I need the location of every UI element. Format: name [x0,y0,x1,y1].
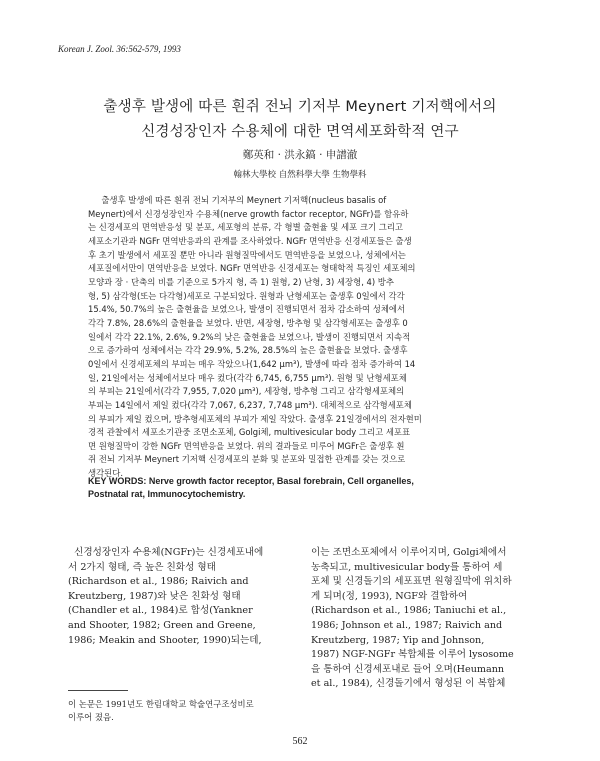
keywords: KEY WORDS: Nerve growth factor receptor, Basal forebrain, Cell organelles, Postnatal rat, Immunocytochemistry. [88,476,414,499]
title-line-1: 출생후 발생에 따른 흰쥐 전뇌 기저부 Meynert 기저핵에서의 [103,99,497,115]
page-number: 562 [292,736,308,747]
footnote-rule [68,690,128,691]
body-column-left: 신경성장인자 수용체(NGFr)는 신경세포내에 서 2가지 형태, 즉 높은 친화성 형태 (Richardson et al., 1986; Raivich and Kreutzberg, 1987)와 낮은 친화성 형태 (Chandler et al., 1984)로 합성(Yankner and Shooter, 1982; Green and Greene, 1986; Meakin and Shooter, 1990)되는데, [68,547,264,646]
affiliation: 翰林大學校 自然科學大學 生物學科 [233,170,367,180]
footnote: 이 논문은 1991년도 한림대학교 학술연구조성비로 이루어 졌음. [68,699,254,722]
body-column-right: 이는 조면소포체에서 이루어지며, Golgi체에서 농축되고, multivesicular body를 통하여 세 포체 및 신경돌기의 세포표면 원형질막에 위치하 게 되며(정, 1993), NGF와 결합하여 (Richardson et al., 1986; Taniuchi et al., 1986; Johnson et al., 1987; Raivich and Kreutzberg, 1987; Yip and Johnson, 1987) NGF-NGFr 복합체를 이루어 lysosome 을 통하여 신경세포내로 들어 오며(Heumann et al., 1984), 신경돌기에서 형성된 이 복합체 [311,547,514,690]
abstract: 출생후 발생에 따른 흰쥐 전뇌 기저부의 Meynert 기저핵(nucleus basalis of Meynert)에서 신경성장인자 수용체(nerve growth factor receptor, NGFr)를 함유하 는 신경세포의 면역반응성 및 분포, 세포형의 분류, 각 형별 출현율 및 세포 크기 그리고 세포소기관과 NGFr 면역반응과의 관계를 조사하였다. NGFr 면역반응 신경세포들은 출생 후 초기 발생에서 세포질 뿐만 아니라 원형질막에서도 면역반응을 보였으나, 성체에서는 세포질에서만이 면역반응을 보였다. NGFr 면역반응 신경세포는 형태학적 특징인 세포체의 모양과 장 · 단축의 비를 기준으로 5가지 형, 즉 1) 원형, 2) 난형, 3) 세장형, 4) 방추 형, 5) 삼각형(또는 다각형)세포로 구분되었다. 원형과 난형세포는 출생후 0일에서 각각 15.4%, 50.7%의 높은 출현율을 보였으나, 발생이 진행되면서 점차 감소하여 성체에서 각각 7.8%, 28.6%의 출현율을 보였다. 반면, 세장형, 방추형 및 삼각형세포는 출생후 0 일에서 각각 22.1%, 2.6%, 9.2%의 낮은 출현율을 보였으나, 발생이 진행되면서 지속적 으로 증가하여 성체에서는 각각 29.9%, 5.2%, 28.5%의 높은 출현율을 보였다. 출생후 0일에서 신경세포체의 부피는 매우 작았으나(1,642 μm³), 발생에 따라 점차 증가하여 14 일, 21일에서는 성체에서보다 매우 컸다(각각 6,745, 6,755 μm³). 원형 및 난형세포체 의 부피는 21일에서(각각 7,955, 7,020 μm³), 세장형, 방추형 그리고 삼각형세포체의 부피는 14일에서 제일 컸다(각각 7,067, 6,237, 7,748 μm³). 대체적으로 삼각형세포체 의 부피가 제일 컸으며, 방추형세포체의 부피가 제일 작았다. 출생후 21일경에서의 전자현미 경적 관찰에서 세포소기관중 조면소포체, Golgi체, multivesicular body 그리고 세포표 면 원형질막이 강한 NGFr 면역반응을 보였다. 위의 결과들로 미루어 MGFr은 출생후 흰 쥐 전뇌 기저부 Meynert 기저핵 신경세포의 분화 및 분포와 밀접한 관계를 갖는 것으로 생각된다. [88,195,422,479]
authors: 鄭英和 · 洪永鎬 · 申譜澈 [242,149,358,161]
title-line-2: 신경성장인자 수용체에 대한 면역세포화학적 연구 [141,124,459,140]
journal-header: Korean J. Zool. 36:562-579, 1993 [58,44,181,54]
